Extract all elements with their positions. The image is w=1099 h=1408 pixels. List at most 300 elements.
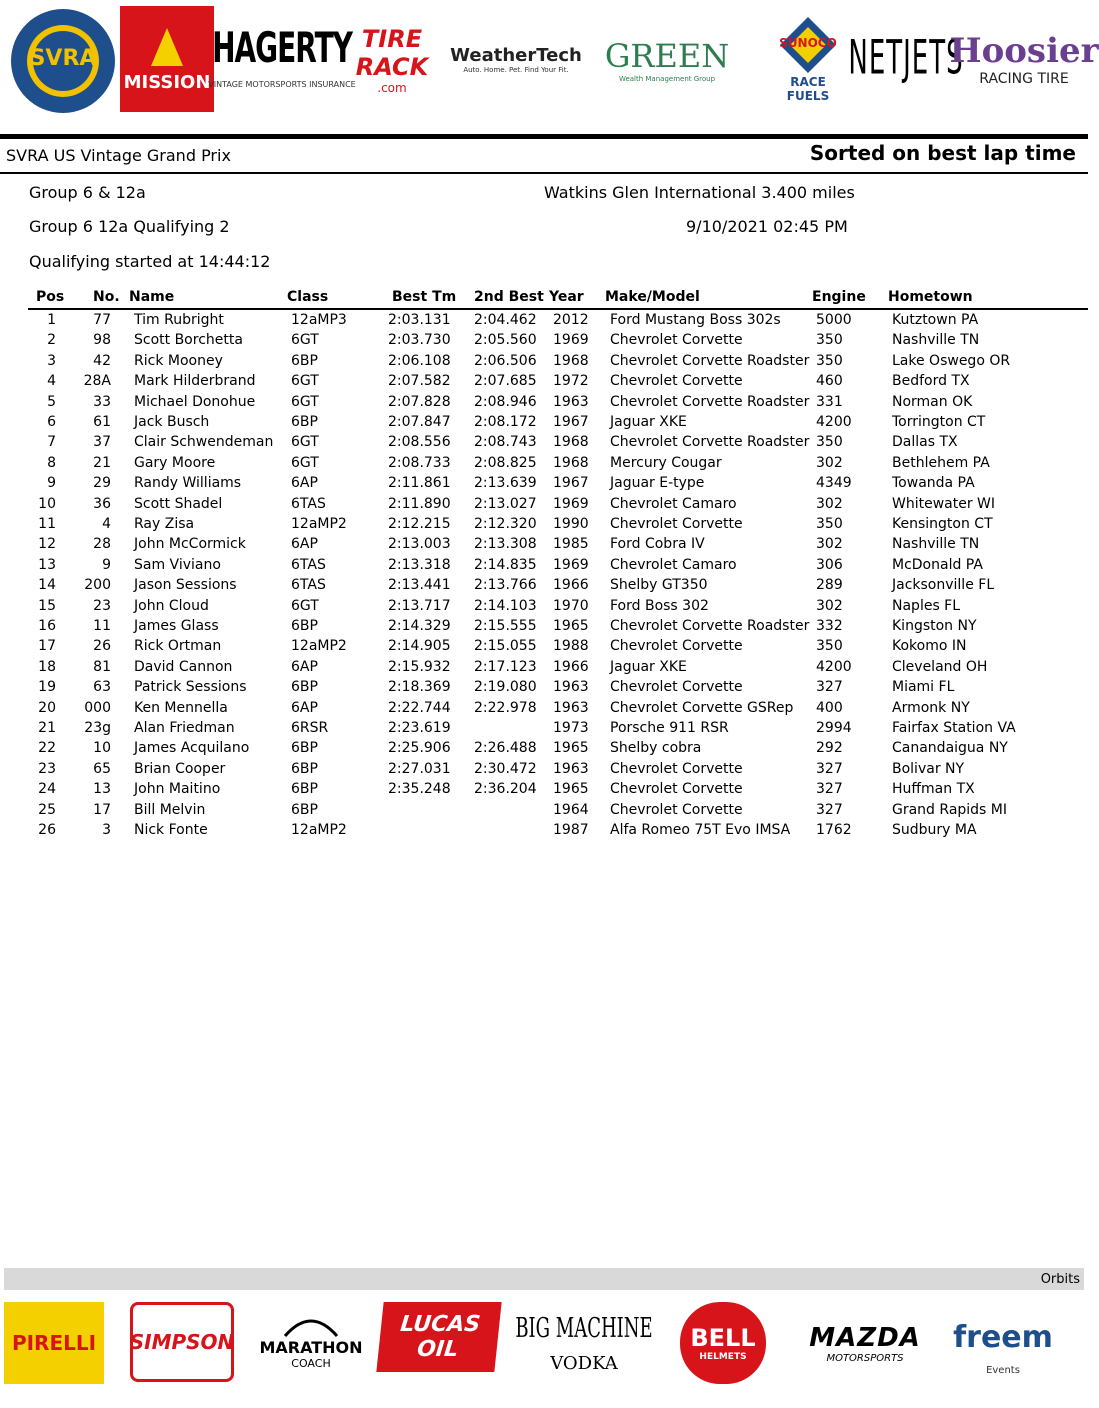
cell-best: 2:08.733 [388,454,451,471]
cell-engine: 350 [816,352,843,369]
session-start: Qualifying started at 14:44:12 [29,252,271,271]
cell-class: 6GT [291,373,319,390]
cell-year: 1973 [553,720,589,736]
cell-best: 2:35.248 [388,781,451,798]
cell-best: 2:11.861 [388,475,451,492]
cell-make: Chevrolet Corvette Roadster [610,434,810,451]
cell-class: 6AP [291,658,318,675]
cell-class: 6AP [291,699,318,716]
cell-name: Gary Moore [134,454,216,471]
cell-best: 2:03.131 [388,312,451,328]
cell-make: Chevrolet Corvette Roadster [610,618,810,634]
cell-second: 2:13.639 [474,475,537,492]
table-row [0,312,1088,332]
cell-second: 2:15.555 [474,618,537,634]
cell-hometown: Grand Rapids MI [892,801,1008,818]
cell-class: 6BP [291,618,318,634]
cell-no: 21 [93,454,111,471]
table-row [0,434,1088,454]
table-row [0,679,1088,699]
cell-make: Chevrolet Corvette [610,373,743,390]
group-label: Group 6 & 12a [29,183,146,202]
cell-pos: 4 [47,373,56,390]
cell-no: 81 [93,658,111,675]
cell-no: 200 [84,577,111,594]
session-name: Group 6 12a Qualifying 2 [29,217,230,236]
cell-name: John McCormick [134,536,246,553]
cell-pos: 12 [38,536,56,553]
session-datetime: 9/10/2021 02:45 PM [686,217,848,236]
cell-class: 6GT [291,454,319,471]
cell-year: 1968 [553,352,589,369]
cell-name: Sam Viviano [134,556,221,573]
cell-best: 2:23.619 [388,720,451,736]
cell-hometown: Jacksonville FL [892,577,995,594]
table-row [0,618,1088,638]
cell-year: 1967 [553,475,589,492]
cell-second: 2:14.835 [474,556,537,573]
cell-pos: 7 [47,434,56,451]
cell-pos: 9 [47,475,56,492]
col-best: Best Tm [392,289,457,305]
col-class: Class [287,289,329,305]
cell-pos: 20 [38,699,56,716]
table-row [0,455,1088,475]
cell-no: 23 [93,597,111,614]
table-row [0,536,1088,556]
cell-second: 2:14.103 [474,597,537,614]
cell-year: 1968 [553,434,589,451]
table-row [0,740,1088,760]
cell-class: 6TAS [291,556,326,573]
cell-engine: 350 [816,332,843,349]
cell-hometown: Nashville TN [892,332,980,349]
cell-make: Chevrolet Corvette [610,516,743,532]
cell-second: 2:06.506 [474,352,537,369]
cell-year: 1970 [553,597,589,614]
cell-no: 98 [93,332,111,349]
cell-name: Ray Zisa [134,516,195,532]
cell-pos: 14 [38,577,56,594]
cell-class: 6AP [291,475,318,492]
bottom-sponsor-strip [0,1296,1088,1408]
cell-make: Chevrolet Corvette [610,679,743,696]
cell-year: 1985 [553,536,589,553]
col-name: Name [129,289,175,305]
cell-name: Jack Busch [134,414,210,430]
cell-year: 1966 [553,658,589,675]
cell-best: 2:25.906 [388,740,451,757]
cell-engine: 331 [816,393,843,410]
cell-pos: 21 [38,720,56,736]
cell-make: Jaguar E-type [610,475,705,492]
cell-best: 2:07.828 [388,393,451,410]
cell-second: 2:12.320 [474,516,537,532]
table-row [0,700,1088,720]
col-no: No. [93,289,120,305]
table-row [0,394,1088,414]
cell-hometown: Sudbury MA [892,822,977,838]
cell-make: Chevrolet Corvette [610,801,743,818]
cell-name: Nick Fonte [134,822,208,838]
cell-best: 2:06.108 [388,352,451,369]
cell-best: 2:11.890 [388,495,451,512]
hagerty-logo: HAGERTY VINTAGE MOTORSPORTS INSURANCE [208,22,356,89]
cell-class: 6TAS [291,577,326,594]
cell-name: Rick Mooney [134,352,223,369]
cell-hometown: Bethlehem PA [892,454,990,471]
cell-second: 2:13.308 [474,536,537,553]
cell-make: Chevrolet Corvette Roadster [610,352,810,369]
cell-name: Rick Ortman [134,638,222,655]
cell-name: Alan Friedman [134,720,235,736]
cell-pos: 24 [38,781,56,798]
cell-name: David Cannon [134,658,233,675]
cell-no: 10 [93,740,111,757]
cell-class: 6GT [291,393,319,410]
cell-year: 1968 [553,454,589,471]
cell-class: 6BP [291,740,318,757]
table-row [0,781,1088,801]
cell-best: 2:14.905 [388,638,451,655]
cell-pos: 3 [47,352,56,369]
netjets-logo: NETJETS [848,32,964,86]
table-row [0,802,1088,822]
cell-engine: 4349 [816,475,852,492]
header-rule-thin [0,172,1088,174]
cell-hometown: Kutztown PA [892,312,979,328]
cell-class: 12aMP2 [291,638,347,655]
cell-year: 1963 [553,393,589,410]
cell-pos: 16 [38,618,56,634]
cell-second: 2:08.946 [474,393,537,410]
cell-no: 3 [102,822,111,838]
cell-second: 2:17.123 [474,658,537,675]
cell-pos: 1 [47,312,56,328]
table-row [0,577,1088,597]
cell-year: 1967 [553,414,589,430]
col-pos: Pos [36,289,65,305]
cell-name: Brian Cooper [134,760,226,777]
cell-engine: 327 [816,760,843,777]
cell-year: 1972 [553,373,589,390]
cell-year: 1966 [553,577,589,594]
footer-bar [4,1268,1084,1290]
cell-no: 65 [93,760,111,777]
table-row [0,598,1088,618]
cell-year: 2012 [553,312,589,328]
cell-class: 12aMP2 [291,822,347,838]
cell-best: 2:14.329 [388,618,451,634]
cell-make: Ford Cobra IV [610,536,705,553]
table-row [0,496,1088,516]
cell-year: 1969 [553,332,589,349]
header-rule [0,134,1088,139]
cell-engine: 302 [816,597,843,614]
cell-name: James Glass [134,618,219,634]
svra-logo: SVRA [8,6,118,116]
cell-best: 2:08.556 [388,434,451,451]
cell-second: 2:15.055 [474,638,537,655]
cell-pos: 15 [38,597,56,614]
cell-year: 1965 [553,781,589,798]
col-second: 2nd Best [474,289,544,305]
cell-make: Chevrolet Corvette Roadster [610,393,810,410]
cell-name: Clair Schwendeman [134,434,274,451]
cell-name: Randy Williams [134,475,242,492]
cell-class: 6BP [291,781,318,798]
cell-second: 2:08.825 [474,454,537,471]
cell-no: 23g [84,720,111,736]
cell-hometown: Fairfax Station VA [892,720,1016,736]
cell-class: 12aMP2 [291,516,347,532]
cell-class: 6TAS [291,495,326,512]
cell-make: Jaguar XKE [610,658,687,675]
mission-logo: MISSION [120,6,214,112]
cell-best: 2:18.369 [388,679,451,696]
cell-engine: 332 [816,618,843,634]
cell-engine: 302 [816,454,843,471]
cell-class: 6GT [291,597,319,614]
cell-no: 33 [93,393,111,410]
simpson-logo: SIMPSON [130,1302,234,1382]
cell-make: Chevrolet Corvette GSRep [610,699,794,716]
cell-year: 1965 [553,740,589,757]
cell-best: 2:22.744 [388,699,451,716]
cell-hometown: Kingston NY [892,618,977,634]
cell-no: 9 [102,556,111,573]
cell-engine: 350 [816,434,843,451]
cell-hometown: Naples FL [892,597,961,614]
cell-pos: 13 [38,556,56,573]
cell-class: 6BP [291,352,318,369]
cell-hometown: McDonald PA [892,556,983,573]
cell-no: 000 [84,699,111,716]
cell-make: Chevrolet Corvette [610,332,743,349]
cell-name: James Acquilano [134,740,250,757]
cell-year: 1988 [553,638,589,655]
cell-second: 2:04.462 [474,312,537,328]
cell-pos: 25 [38,801,56,818]
bell-helmets-logo: BELL HELMETS [680,1302,766,1384]
col-year: Year [549,289,584,305]
table-row [0,720,1088,740]
cell-second: 2:07.685 [474,373,537,390]
cell-hometown: Nashville TN [892,536,980,553]
cell-best: 2:13.717 [388,597,451,614]
cell-no: 61 [93,414,111,430]
cell-make: Alfa Romeo 75T Evo IMSA [610,822,791,838]
cell-make: Chevrolet Corvette [610,781,743,798]
cell-engine: 306 [816,556,843,573]
cell-best: 2:13.318 [388,556,451,573]
cell-hometown: Bedford TX [892,373,970,390]
cell-engine: 302 [816,495,843,512]
cell-pos: 10 [38,495,56,512]
cell-year: 1963 [553,699,589,716]
cell-pos: 2 [47,332,56,349]
cell-make: Ford Boss 302 [610,597,709,614]
cell-class: 6BP [291,760,318,777]
cell-no: 13 [93,781,111,798]
cell-make: Jaguar XKE [610,414,687,430]
cell-class: 6BP [291,801,318,818]
cell-class: 6GT [291,434,319,451]
sunoco-logo: SUNOCO RACE FUELS [772,6,844,112]
cell-hometown: Kokomo IN [892,638,967,655]
cell-hometown: Canandaigua NY [892,740,1008,757]
cell-pos: 22 [38,740,56,757]
sort-order-title: Sorted on best lap time [809,141,1076,165]
cell-best: 2:07.582 [388,373,451,390]
cell-hometown: Armonk NY [892,699,970,716]
table-row [0,557,1088,577]
cell-engine: 1762 [816,822,852,838]
cell-hometown: Dallas TX [892,434,958,451]
cell-engine: 5000 [816,312,852,328]
cell-year: 1987 [553,822,589,838]
cell-engine: 400 [816,699,843,716]
cell-hometown: Miami FL [892,679,955,696]
table-row [0,475,1088,495]
cell-no: 77 [93,312,111,328]
cell-no: 36 [93,495,111,512]
cell-no: 63 [93,679,111,696]
cell-hometown: Lake Oswego OR [892,352,1011,369]
cell-pos: 11 [38,516,56,532]
cell-engine: 350 [816,516,843,532]
cell-second: 2:22.978 [474,699,537,716]
green-logo: GREEN Wealth Management Group [604,36,730,83]
cell-second: 2:05.560 [474,332,537,349]
cell-engine: 4200 [816,658,852,675]
cell-best: 2:03.730 [388,332,451,349]
cell-best: 2:12.215 [388,516,451,532]
cell-make: Shelby cobra [610,740,702,757]
cell-year: 1969 [553,556,589,573]
cell-pos: 19 [38,679,56,696]
cell-class: 6RSR [291,720,329,736]
cell-name: Ken Mennella [134,699,228,716]
cell-name: Patrick Sessions [134,679,247,696]
weathertech-logo: WeatherTech Auto. Home. Pet. Find Your Fit. [450,45,582,74]
cell-class: 6GT [291,332,319,349]
table-row [0,516,1088,536]
cell-no: 29 [93,475,111,492]
cell-pos: 23 [38,760,56,777]
cell-best: 2:13.441 [388,577,451,594]
cell-no: 11 [93,618,111,634]
cell-name: Jason Sessions [134,577,237,594]
cell-make: Chevrolet Corvette [610,760,743,777]
cell-pos: 8 [47,454,56,471]
cell-make: Chevrolet Camaro [610,556,737,573]
cell-engine: 289 [816,577,843,594]
cell-pos: 26 [38,822,56,838]
hoosier-logo: Hoosier RACING TIRE [949,31,1099,87]
cell-name: Tim Rubright [134,312,224,328]
cell-hometown: Bolivar NY [892,760,965,777]
cell-make: Chevrolet Corvette [610,638,743,655]
cell-engine: 2994 [816,720,852,736]
cell-year: 1969 [553,495,589,512]
cell-second: 2:30.472 [474,760,537,777]
cell-no: 17 [93,801,111,818]
cell-name: John Cloud [134,597,209,614]
cell-no: 42 [93,352,111,369]
cell-engine: 350 [816,638,843,655]
cell-make: Shelby GT350 [610,577,708,594]
cell-second: 2:36.204 [474,781,537,798]
cell-no: 28A [83,373,111,390]
freem-logo: freem Events [953,1320,1053,1376]
cell-year: 1965 [553,618,589,634]
cell-best: 2:13.003 [388,536,451,553]
cell-name: Bill Melvin [134,801,206,818]
cell-class: 6BP [291,414,318,430]
cell-engine: 292 [816,740,843,757]
table-row [0,638,1088,658]
cell-make: Ford Mustang Boss 302s [610,312,781,328]
cell-name: Mark Hilderbrand [134,373,256,390]
cell-best: 2:27.031 [388,760,451,777]
table-row [0,373,1088,393]
cell-year: 1964 [553,801,589,818]
table-row [0,414,1088,434]
orbits-label: Orbits [1040,1272,1080,1287]
cell-best: 2:07.847 [388,414,451,430]
cell-second: 2:13.766 [474,577,537,594]
cell-second: 2:13.027 [474,495,537,512]
cell-second: 2:26.488 [474,740,537,757]
cell-engine: 327 [816,781,843,798]
cell-engine: 302 [816,536,843,553]
cell-make: Porsche 911 RSR [610,720,729,736]
col-engine: Engine [812,289,866,305]
table-row [0,353,1088,373]
big-machine-vodka-logo: BIG MACHINE VODKA [515,1312,653,1374]
cell-hometown: Norman OK [892,393,973,410]
cell-hometown: Torrington CT [892,414,986,430]
cell-hometown: Towanda PA [892,475,975,492]
table-row [0,659,1088,679]
col-hometown: Hometown [888,289,973,305]
table-header-rule [28,308,1088,310]
cell-name: Scott Borchetta [134,332,243,349]
cell-engine: 460 [816,373,843,390]
lucas-oil-logo: LUCAS OIL [376,1302,501,1372]
cell-class: 6AP [291,536,318,553]
cell-engine: 4200 [816,414,852,430]
cell-second: 2:08.172 [474,414,537,430]
cell-hometown: Whitewater WI [892,495,996,512]
cell-engine: 327 [816,801,843,818]
cell-year: 1990 [553,516,589,532]
cell-no: 28 [93,536,111,553]
cell-make: Chevrolet Camaro [610,495,737,512]
cell-hometown: Kensington CT [892,516,993,532]
mazda-logo: MAZDA MOTORSPORTS [809,1322,921,1364]
tire-rack-logo: TIRE RACK .com [355,25,429,95]
cell-pos: 17 [38,638,56,655]
cell-year: 1963 [553,679,589,696]
pirelli-logo: PIRELLI [4,1302,104,1384]
cell-no: 4 [102,516,111,532]
cell-name: Michael Donohue [134,393,256,410]
cell-engine: 327 [816,679,843,696]
track-name: Watkins Glen International 3.400 miles [544,183,855,202]
cell-second: 2:08.743 [474,434,537,451]
